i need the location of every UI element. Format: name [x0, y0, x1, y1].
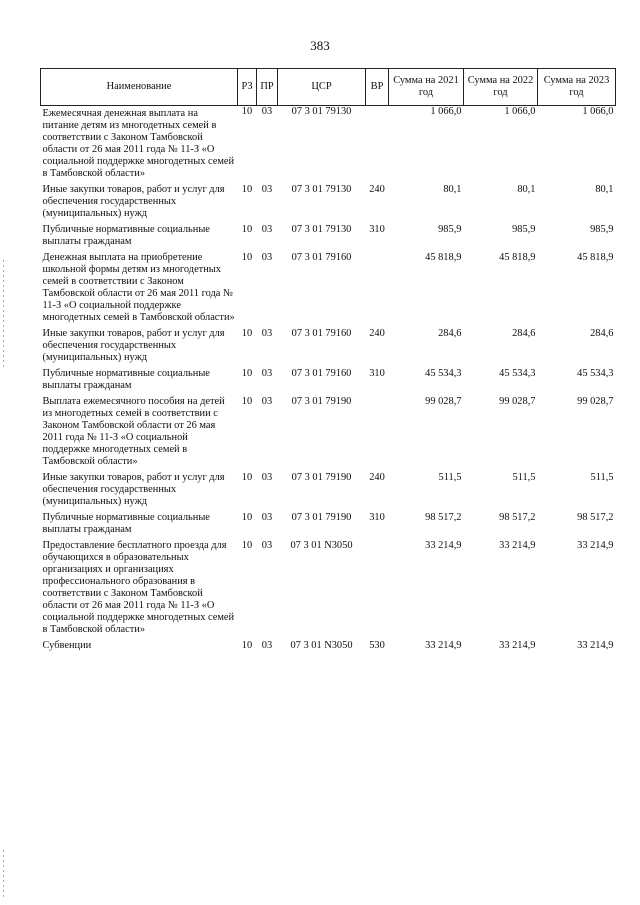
header-sum-2023: Сумма на 2023 год — [538, 69, 616, 106]
cell-sum-2023: 98 517,2 — [577, 512, 614, 523]
header-sum-2022: Сумма на 2022 год — [464, 69, 538, 106]
cell-pr: 03 — [261, 512, 273, 523]
cell-sum-2023: 33 214,9 — [577, 640, 614, 651]
header-rz: РЗ — [238, 69, 257, 106]
cell-sum-2021: 1 066,0 — [430, 106, 462, 117]
cell-vr — [366, 252, 389, 328]
cell-rz: 10 — [241, 184, 253, 195]
cell-sum-2022: 98 517,2 — [499, 512, 536, 523]
cell-csr: 07 3 01 79190 — [291, 396, 352, 407]
cell-rz: 10 — [241, 512, 253, 523]
cell-vr: 530 — [369, 640, 385, 651]
cell-rz: 10 — [241, 396, 253, 407]
cell-name: Иные закупки товаров, работ и услуг для обеспечения государственных (муниципальных) нужд — [42, 184, 225, 219]
cell-pr: 03 — [261, 640, 273, 651]
cell-sum-2023: 45 818,9 — [577, 252, 614, 263]
cell-sum-2022: 45 818,9 — [499, 252, 536, 263]
cell-sum-2022: 33 214,9 — [499, 640, 536, 651]
cell-sum-2023: 985,9 — [590, 224, 614, 235]
cell-rz: 10 — [241, 640, 253, 651]
cell-name: Публичные нормативные социальные выплаты гражданам — [42, 224, 210, 247]
cell-vr: 240 — [369, 472, 385, 483]
cell-sum-2022: 985,9 — [512, 224, 536, 235]
header-vr: ВР — [366, 69, 389, 106]
cell-sum-2022: 99 028,7 — [499, 396, 536, 407]
cell-rz: 10 — [241, 252, 253, 263]
table-body — [41, 106, 616, 657]
cell-sum-2021: 284,6 — [438, 328, 462, 339]
cell-rz: 10 — [241, 106, 253, 117]
cell-sum-2022: 33 214,9 — [499, 540, 536, 551]
header-name: Наименование — [41, 69, 238, 106]
cell-sum-2022: 80,1 — [517, 184, 536, 195]
cell-sum-2021: 80,1 — [443, 184, 462, 195]
cell-rz: 10 — [241, 368, 253, 379]
table-header-row — [41, 69, 616, 106]
cell-pr: 03 — [261, 540, 273, 551]
table-row — [41, 472, 616, 512]
cell-vr: 240 — [369, 184, 385, 195]
cell-pr: 03 — [261, 396, 273, 407]
cell-vr: 240 — [369, 328, 385, 339]
cell-csr: 07 3 01 79190 — [291, 512, 352, 523]
cell-sum-2022: 1 066,0 — [504, 106, 536, 117]
cell-vr: 310 — [369, 368, 385, 379]
cell-csr: 07 3 01 79160 — [291, 252, 352, 263]
cell-csr: 07 3 01 79130 — [291, 106, 352, 117]
header-sum-2021: Сумма на 2021 год — [389, 69, 464, 106]
cell-vr: 310 — [369, 224, 385, 235]
cell-name: Ежемесячная денежная выплата на питание детям из многодетных семей в соответствии с Законом Тамбовской области от 26 мая 2011 года № 11-З «О социальной поддержке многодетных семей в Тамбовской области» — [42, 108, 235, 179]
cell-sum-2023: 99 028,7 — [577, 396, 614, 407]
cell-csr: 07 3 01 79190 — [291, 472, 352, 483]
cell-sum-2023: 45 534,3 — [577, 368, 614, 379]
margin-mark — [3, 260, 4, 370]
cell-sum-2022: 284,6 — [512, 328, 536, 339]
table-row — [41, 106, 616, 185]
cell-csr: 07 3 01 79160 — [291, 368, 352, 379]
table-row — [41, 252, 616, 328]
table-row — [41, 640, 616, 656]
cell-pr: 03 — [261, 472, 273, 483]
cell-sum-2023: 284,6 — [590, 328, 614, 339]
cell-pr: 03 — [261, 184, 273, 195]
table-row — [41, 368, 616, 396]
cell-sum-2021: 99 028,7 — [425, 396, 462, 407]
cell-rz: 10 — [241, 540, 253, 551]
cell-sum-2021: 45 818,9 — [425, 252, 462, 263]
cell-name: Публичные нормативные социальные выплаты гражданам — [42, 368, 210, 391]
cell-csr: 07 3 01 N3050 — [290, 640, 353, 651]
cell-csr: 07 3 01 79130 — [291, 224, 352, 235]
cell-rz: 10 — [241, 472, 253, 483]
cell-name: Предоставление бесплатного проезда для обучающихся в образовательных организациях и организациях профессионального образования в соответствии с Законом Тамбовской области от 26 мая 2011 года № 11-З «О социальной поддержке многодетных семей в Тамбовской области» — [42, 540, 235, 635]
cell-pr: 03 — [261, 224, 273, 235]
cell-sum-2021: 985,9 — [438, 224, 462, 235]
cell-sum-2021: 511,5 — [438, 472, 462, 483]
cell-name: Иные закупки товаров, работ и услуг для обеспечения государственных (муниципальных) нужд — [42, 328, 225, 363]
cell-vr — [366, 106, 389, 185]
table-row — [41, 328, 616, 368]
cell-csr: 07 3 01 79130 — [291, 184, 352, 195]
cell-sum-2023: 511,5 — [590, 472, 614, 483]
cell-csr: 07 3 01 79160 — [291, 328, 352, 339]
cell-pr: 03 — [261, 252, 273, 263]
cell-sum-2023: 1 066,0 — [582, 106, 614, 117]
cell-sum-2021: 33 214,9 — [425, 540, 462, 551]
margin-mark — [3, 850, 4, 900]
page-number: 383 — [310, 38, 330, 53]
table-row — [41, 512, 616, 540]
table-row — [41, 396, 616, 472]
cell-pr: 03 — [261, 328, 273, 339]
cell-vr — [366, 540, 389, 640]
table-row — [41, 540, 616, 640]
cell-rz: 10 — [241, 328, 253, 339]
cell-name: Публичные нормативные социальные выплаты гражданам — [42, 512, 210, 535]
header-csr: ЦСР — [278, 69, 366, 106]
cell-sum-2022: 511,5 — [512, 472, 536, 483]
cell-name: Денежная выплата на приобретение школьной формы детям из многодетных семей в соответствии с Законом Тамбовской области от 26 мая 2011 года № 11-З «О социальной поддержке многодетных семей в Тамбовской области» — [42, 252, 235, 323]
cell-rz: 10 — [241, 224, 253, 235]
table-row — [41, 224, 616, 252]
cell-name: Субвенции — [42, 640, 92, 651]
table-row — [41, 184, 616, 224]
cell-sum-2023: 80,1 — [595, 184, 614, 195]
cell-vr — [366, 396, 389, 472]
cell-sum-2022: 45 534,3 — [499, 368, 536, 379]
cell-name: Иные закупки товаров, работ и услуг для обеспечения государственных (муниципальных) нужд — [42, 472, 225, 507]
cell-name: Выплата ежемесячного пособия на детей из многодетных семей в соответствии с Законом Тамбовской области от 26 мая 2011 года № 11-З «О социальной поддержке многодетных семей в Тамбовской области» — [42, 396, 225, 467]
cell-sum-2021: 33 214,9 — [425, 640, 462, 651]
cell-sum-2021: 98 517,2 — [425, 512, 462, 523]
budget-table — [40, 68, 616, 656]
cell-vr: 310 — [369, 512, 385, 523]
cell-pr: 03 — [261, 106, 273, 117]
cell-pr: 03 — [261, 368, 273, 379]
cell-csr: 07 3 01 N3050 — [290, 540, 353, 551]
cell-sum-2023: 33 214,9 — [577, 540, 614, 551]
cell-sum-2021: 45 534,3 — [425, 368, 462, 379]
header-pr: ПР — [257, 69, 278, 106]
